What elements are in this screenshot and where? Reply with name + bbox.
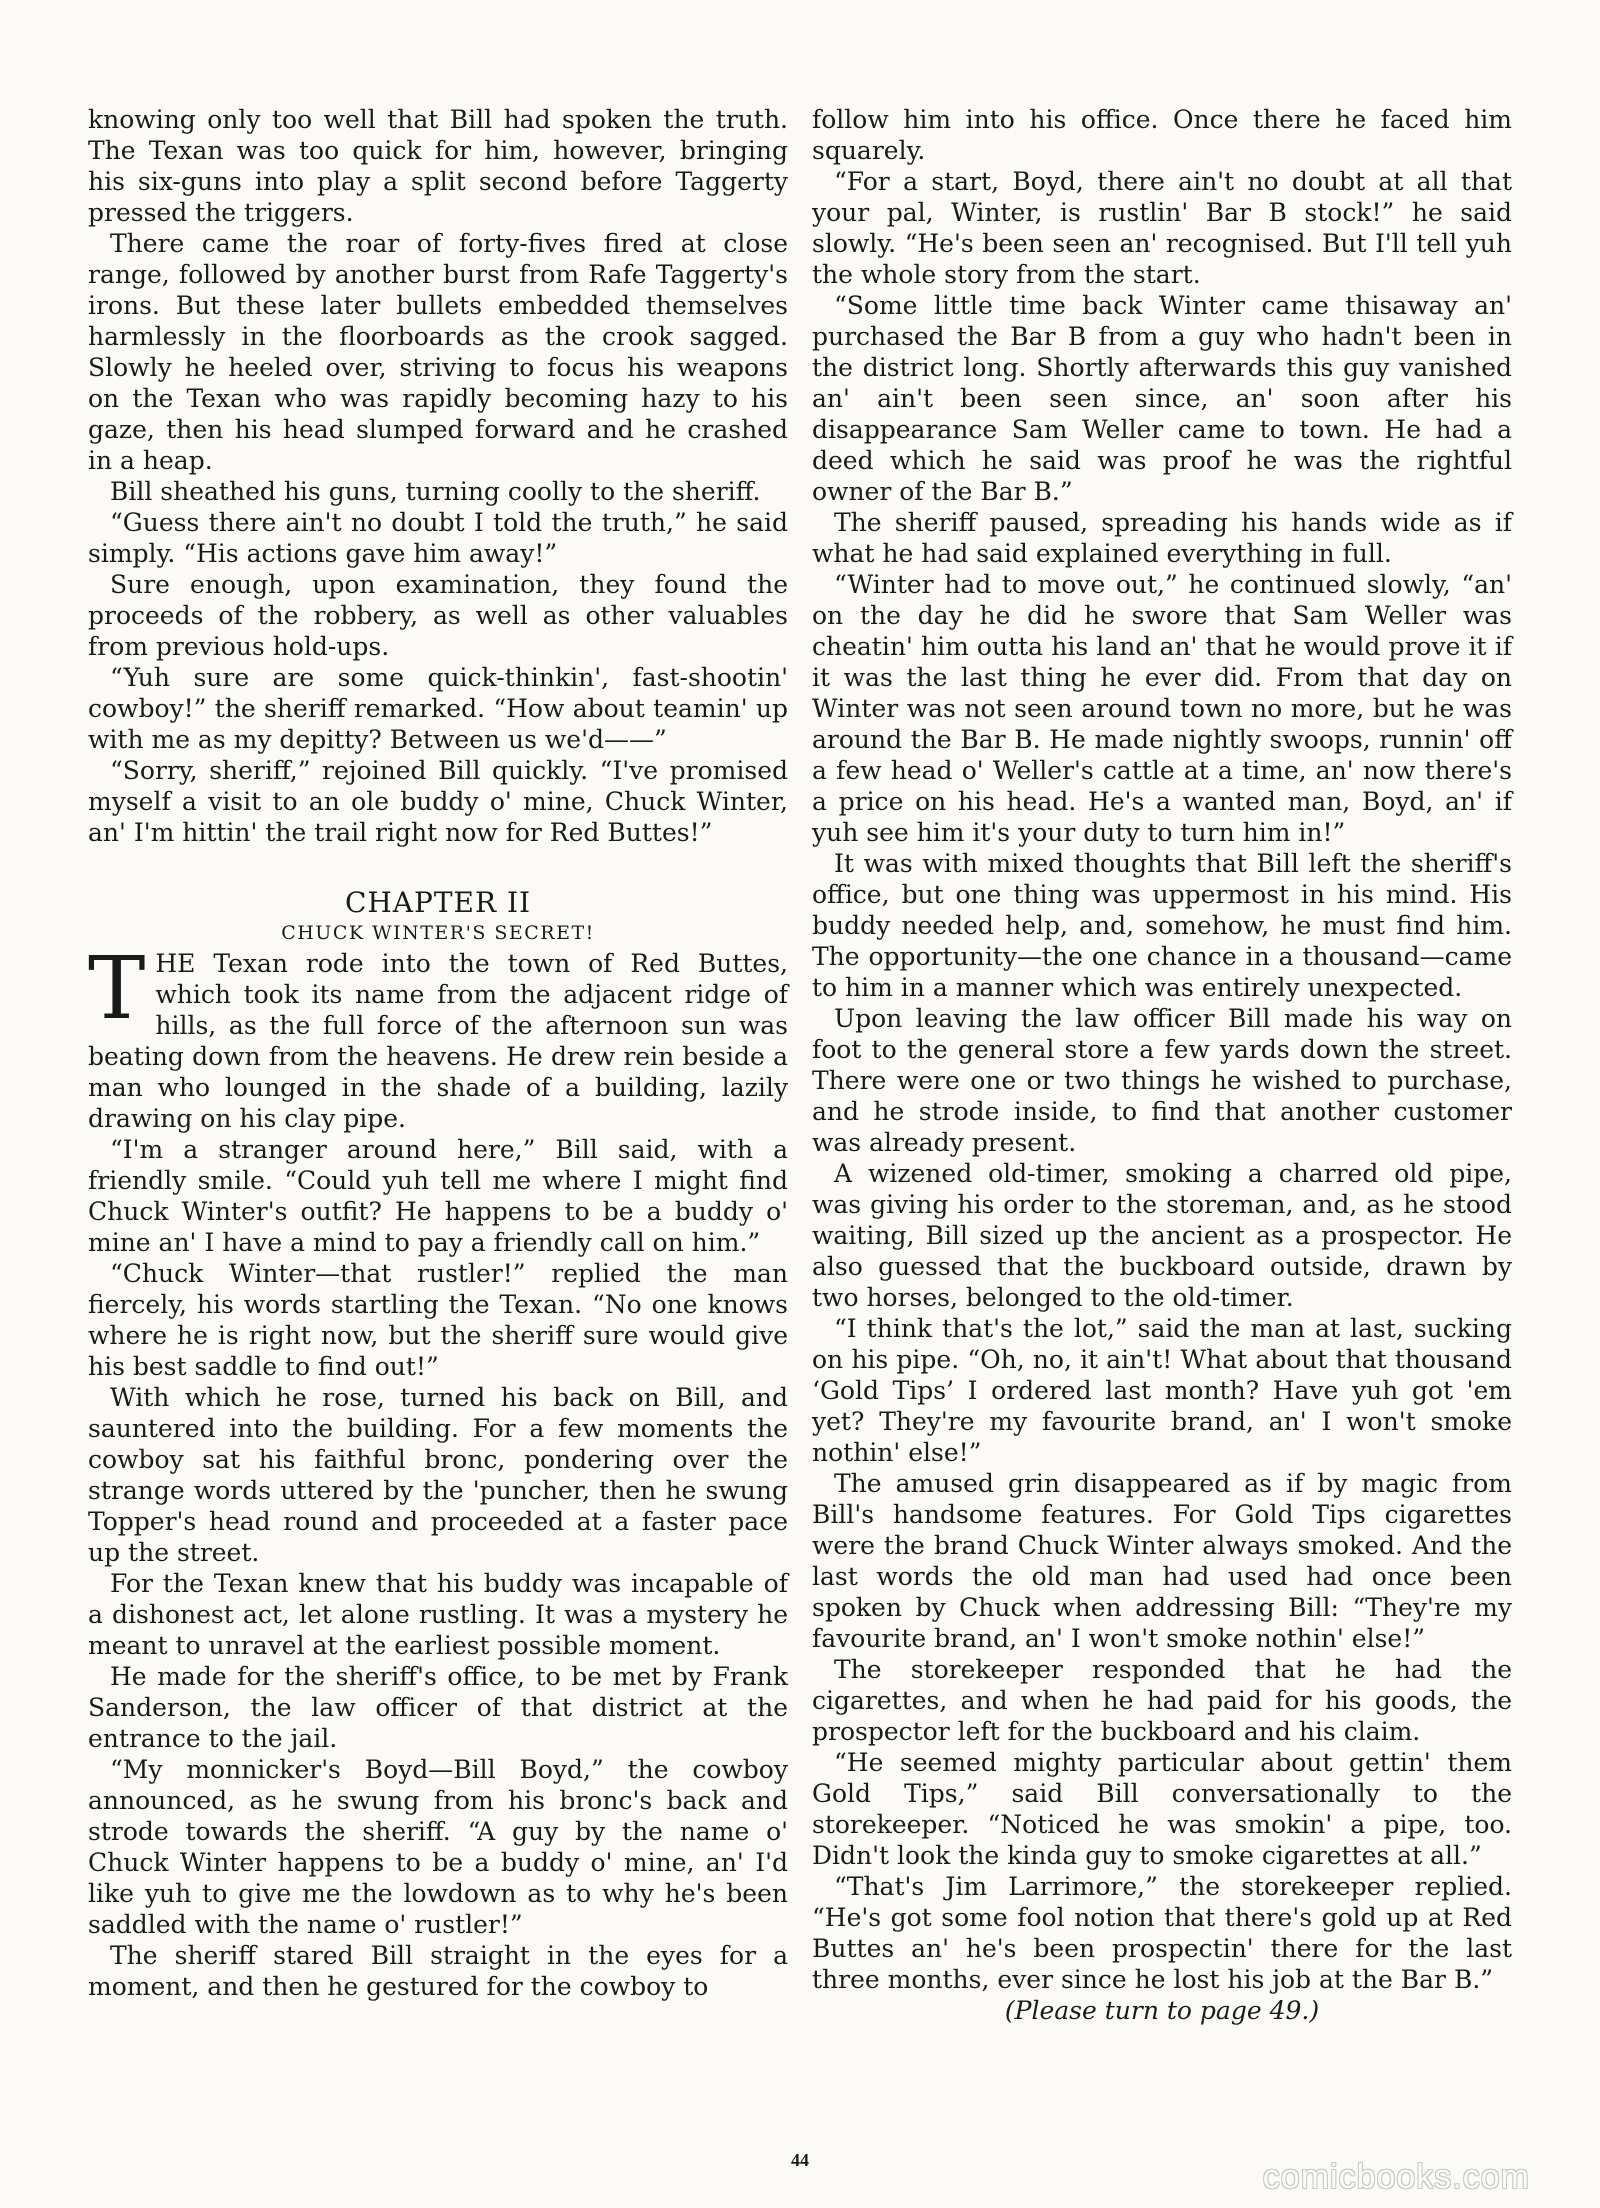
chapter-subtitle: CHUCK WINTER'S SECRET!: [281, 922, 595, 944]
drop-cap: T: [88, 939, 146, 1039]
right-text-column: [812, 104, 1512, 2026]
paragraph: “I'm a stranger around here,” Bill said, with a friendly smile. “Could yuh tell me where I might find Chuck Winter's outfit? He happens to be a buddy o' mine an' I have a mind to pay a friendly call on him.”: [88, 1135, 788, 1257]
paragraph: “For a start, Boyd, there ain't no doubt at all that your pal, Winter, is rustlin' Bar B stock!” he said slowly. “He's been seen an' recognised. But I'll tell yuh the whole story from the start.: [812, 167, 1512, 289]
paragraph: The amused grin disappeared as if by magic from Bill's handsome features. For Gold Tips cigarettes were the brand Chuck Winter always smoked. And the last words the old man had used had once been spoken by Chuck when addressing Bill: “They're my favourite brand, an' I won't smoke nothin' else!”: [812, 1469, 1512, 1653]
paragraph: It was with mixed thoughts that Bill left the sheriff's office, but one thing was uppermost in his mind. His buddy needed help, and, somehow, he must find him. The opportunity—the one chance in a thousand—came to him in a manner which was entirely unexpected.: [812, 849, 1512, 1002]
paragraph: “Chuck Winter—that rustler!” replied the man fiercely, his words startling the Texan. “No one knows where he is right now, but the sheriff sure would give his best saddle to find out!”: [88, 1259, 788, 1381]
paragraph: “Some little time back Winter came thisaway an' purchased the Bar B from a guy who hadn't been in the district long. Shortly afterwards this guy vanished an' ain't been seen since, an' soon after his disappearance Sam Weller came to town. He had a deed which he said was proof he was the rightful owner of the Bar B.”: [812, 291, 1512, 506]
watermark: comicbooks.com: [1262, 2158, 1530, 2196]
page-number: 44: [791, 2150, 809, 2170]
paragraph: The sheriff stared Bill straight in the eyes for a moment, and then he gestured for the cowboy to: [88, 1941, 788, 2001]
paragraph: He made for the sheriff's office, to be met by Frank Sanderson, the law officer of that district at the entrance to the jail.: [88, 1662, 788, 1753]
chapter-opening-paragraph: [88, 939, 788, 1134]
paragraph: The sheriff paused, spreading his hands wide as if what he had said explained everything in full.: [812, 508, 1512, 568]
paragraph: The storekeeper responded that he had the cigarettes, and when he had paid for his goods, the prospector left for the buckboard and his claim.: [812, 1655, 1512, 1746]
chapter-heading: CHAPTER II: [344, 886, 532, 919]
paragraph: A wizened old-timer, smoking a charred old pipe, was giving his order to the storeman, and, as he stood waiting, Bill sized up the ancient as a prospector. He also guessed that the buckboard outside, drawn by two horses, belonged to the old-timer.: [812, 1159, 1512, 1312]
paragraph: There came the roar of forty-fives fired at close range, followed by another burst from Rafe Taggerty's irons. But these later bullets embedded themselves harmlessly in the floorboards as the crook sagged. Slowly he heeled over, striving to focus his weapons on the Texan who was rapidly becoming hazy to his gaze, then his head slumped forward and he crashed in a heap.: [88, 229, 788, 475]
continued-notice: (Please turn to page 49.): [1004, 1996, 1320, 2025]
left-text-column: [88, 104, 788, 2002]
paragraph: “That's Jim Larrimore,” the storekeeper replied. “He's got some fool notion that there's gold up at Red Buttes an' he's been prospectin' there for the last three months, ever since he lost his job at the Bar B.”: [812, 1872, 1512, 1994]
paragraph: Sure enough, upon examination, they found the proceeds of the robbery, as well as other valuables from previous hold-ups.: [88, 570, 788, 661]
paragraph: Bill sheathed his guns, turning coolly to the sheriff.: [110, 477, 761, 506]
paragraph: “My monnicker's Boyd—Bill Boyd,” the cowboy announced, as he swung from his bronc's back and strode towards the sheriff. “A guy by the name o' Chuck Winter happens to be a buddy o' mine, an' I'd like yuh to give me the lowdown as to why he's been saddled with the name o' rustler!”: [88, 1755, 788, 1939]
opening-paragraph-text: HE Texan rode into the town of Red Buttes, which took its name from the adjacent ridge of hills, as the full force of the afternoon sun was beating down from the heavens. He drew rein beside a man who lounged in the shade of a building, lazily drawing on his clay pipe.: [88, 949, 788, 1133]
paragraph: follow him into his office. Once there he faced him squarely.: [812, 105, 1512, 165]
paragraph: “Sorry, sheriff,” rejoined Bill quickly. “I've promised myself a visit to an ole buddy o' mine, Chuck Winter, an' I'm hittin' the trail right now for Red Buttes!”: [88, 756, 788, 847]
paragraph: knowing only too well that Bill had spoken the truth. The Texan was too quick for him, however, bringing his six-guns into play a split second before Taggerty pressed the triggers.: [88, 105, 788, 227]
paragraph: “He seemed mighty particular about gettin' them Gold Tips,” said Bill conversationally to the storekeeper. “Noticed he was smokin' a pipe, too. Didn't look the kinda guy to smoke cigarettes at all.”: [812, 1748, 1512, 1870]
paragraph: “I think that's the lot,” said the man at last, sucking on his pipe. “Oh, no, it ain't! What about that thousand ‘Gold Tips’ I ordered last month? Have yuh got 'em yet? They're my favourite brand, an' I won't smoke nothin' else!”: [812, 1314, 1512, 1467]
paragraph: Upon leaving the law officer Bill made his way on foot to the general store a few yards down the street. There were one or two things he wished to purchase, and he strode inside, to find that another customer was already present.: [812, 1004, 1512, 1157]
paragraph: “Guess there ain't no doubt I told the truth,” he said simply. “His actions gave him away!”: [88, 508, 788, 568]
paragraph: With which he rose, turned his back on Bill, and sauntered into the building. For a few moments the cowboy sat his faithful bronc, pondering over the strange words uttered by the 'puncher, then he swung Topper's head round and proceeded at a faster pace up the street.: [88, 1383, 788, 1567]
paragraph: “Winter had to move out,” he continued slowly, “an' on the day he did he swore that Sam Weller was cheatin' him outta his land an' that he would prove it if it was the last thing he ever did. From that day on Winter was not seen around town no more, but he was around the Bar B. He made nightly swoops, runnin' off a few head o' Weller's cattle at a time, an' now there's a price on his head. He's a wanted man, Boyd, an' if yuh see him it's your duty to turn him in!”: [812, 570, 1512, 847]
paragraph: “Yuh sure are some quick-thinkin', fast-shootin' cowboy!” the sheriff remarked. “How about teamin' up with me as my depitty? Between us we'd——”: [88, 663, 788, 754]
paragraph: For the Texan knew that his buddy was incapable of a dishonest act, let alone rustling. It was a mystery he meant to unravel at the earliest possible moment.: [88, 1569, 788, 1660]
